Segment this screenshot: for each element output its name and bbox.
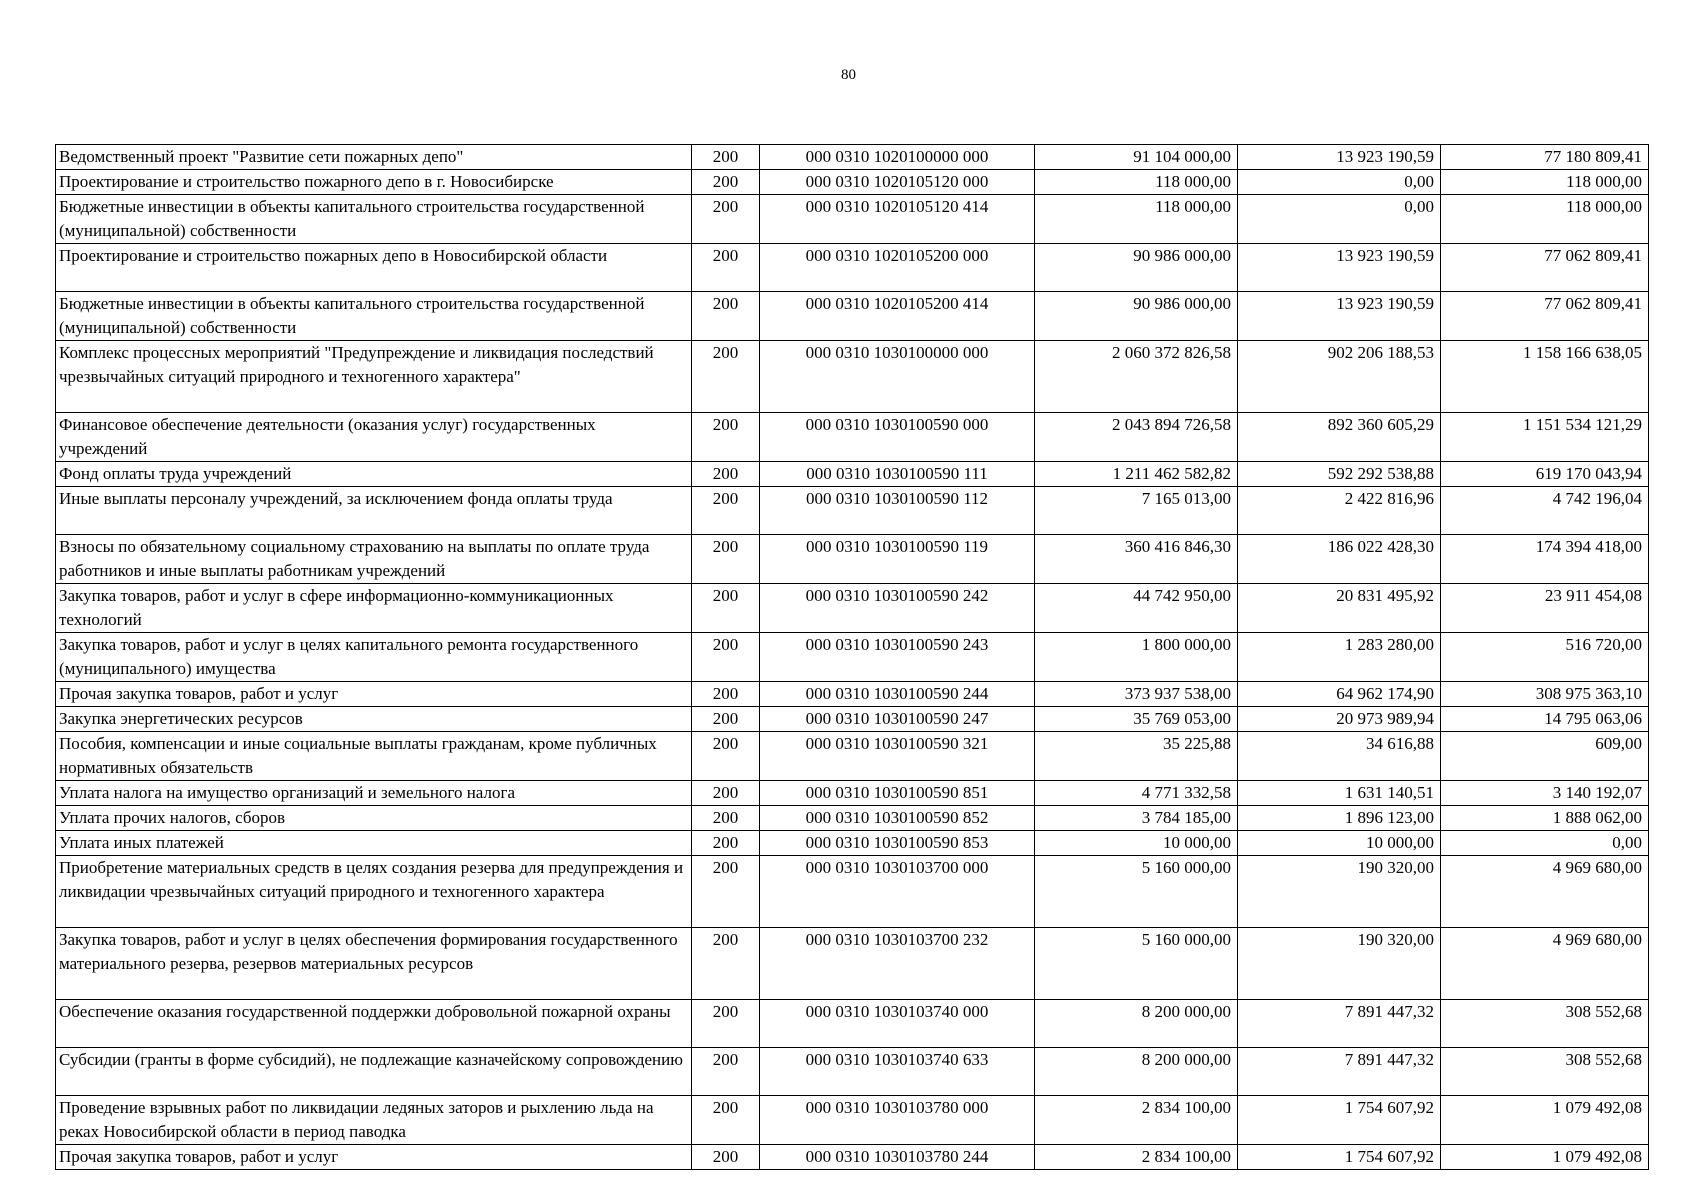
unexecuted-amount-cell: 118 000,00: [1441, 170, 1649, 195]
approved-amount-cell: 360 416 846,30: [1035, 535, 1238, 584]
expense-name-cell: Ведомственный проект "Развитие сети пожарных депо": [56, 145, 692, 170]
executed-amount-cell: 13 923 190,59: [1238, 244, 1441, 292]
table-row: [56, 195, 1649, 244]
unexecuted-amount-cell: 77 062 809,41: [1441, 244, 1649, 292]
expense-name-cell: Закупка энергетических ресурсов: [56, 707, 692, 732]
approved-amount-cell: 118 000,00: [1035, 170, 1238, 195]
table-row: [56, 781, 1649, 806]
classification-code-cell: 000 0310 1030100590 853: [760, 831, 1035, 856]
classification-code-cell: 000 0310 1030103780 244: [760, 1145, 1035, 1170]
approved-amount-cell: 2 834 100,00: [1035, 1096, 1238, 1145]
table-body: [56, 145, 1649, 1170]
executed-amount-cell: 1 754 607,92: [1238, 1145, 1441, 1170]
table-row: [56, 462, 1649, 487]
line-code-cell: 200: [692, 1145, 760, 1170]
executed-amount-cell: 592 292 538,88: [1238, 462, 1441, 487]
approved-amount-cell: 118 000,00: [1035, 195, 1238, 244]
table-row: [56, 928, 1649, 1000]
unexecuted-amount-cell: 1 888 062,00: [1441, 806, 1649, 831]
executed-amount-cell: 13 923 190,59: [1238, 145, 1441, 170]
expense-name-cell: Фонд оплаты труда учреждений: [56, 462, 692, 487]
approved-amount-cell: 5 160 000,00: [1035, 928, 1238, 1000]
unexecuted-amount-cell: 308 552,68: [1441, 1000, 1649, 1048]
executed-amount-cell: 0,00: [1238, 170, 1441, 195]
line-code-cell: 200: [692, 244, 760, 292]
approved-amount-cell: 91 104 000,00: [1035, 145, 1238, 170]
approved-amount-cell: 2 060 372 826,58: [1035, 341, 1238, 413]
executed-amount-cell: 10 000,00: [1238, 831, 1441, 856]
classification-code-cell: 000 0310 1020105120 000: [760, 170, 1035, 195]
table-row: [56, 831, 1649, 856]
executed-amount-cell: 190 320,00: [1238, 928, 1441, 1000]
approved-amount-cell: 35 769 053,00: [1035, 707, 1238, 732]
expense-name-cell: Комплекс процессных мероприятий "Предупреждение и ликвидация последствий чрезвычайных ситуаций природного и техногенного характера": [56, 341, 692, 413]
table-row: [56, 633, 1649, 682]
classification-code-cell: 000 0310 1020105120 414: [760, 195, 1035, 244]
executed-amount-cell: 186 022 428,30: [1238, 535, 1441, 584]
line-code-cell: 200: [692, 1096, 760, 1145]
classification-code-cell: 000 0310 1030100590 119: [760, 535, 1035, 584]
executed-amount-cell: 1 896 123,00: [1238, 806, 1441, 831]
expense-name-cell: Уплата налога на имущество организаций и земельного налога: [56, 781, 692, 806]
unexecuted-amount-cell: 4 742 196,04: [1441, 487, 1649, 535]
approved-amount-cell: 1 800 000,00: [1035, 633, 1238, 682]
unexecuted-amount-cell: 4 969 680,00: [1441, 856, 1649, 928]
line-code-cell: 200: [692, 170, 760, 195]
classification-code-cell: 000 0310 1020100000 000: [760, 145, 1035, 170]
unexecuted-amount-cell: 0,00: [1441, 831, 1649, 856]
table-row: [56, 145, 1649, 170]
approved-amount-cell: 8 200 000,00: [1035, 1000, 1238, 1048]
expense-name-cell: Субсидии (гранты в форме субсидий), не подлежащие казначейскому сопровождению: [56, 1048, 692, 1096]
unexecuted-amount-cell: 77 062 809,41: [1441, 292, 1649, 341]
unexecuted-amount-cell: 1 079 492,08: [1441, 1145, 1649, 1170]
table-row: [56, 806, 1649, 831]
line-code-cell: 200: [692, 781, 760, 806]
approved-amount-cell: 4 771 332,58: [1035, 781, 1238, 806]
expense-name-cell: Пособия, компенсации и иные социальные выплаты гражданам, кроме публичных нормативных обязательств: [56, 732, 692, 781]
line-code-cell: 200: [692, 831, 760, 856]
line-code-cell: 200: [692, 806, 760, 831]
expense-name-cell: Проведение взрывных работ по ликвидации ледяных заторов и рыхлению льда на реках Новосибирской области в период паводка: [56, 1096, 692, 1145]
expense-name-cell: Иные выплаты персоналу учреждений, за исключением фонда оплаты труда: [56, 487, 692, 535]
approved-amount-cell: 8 200 000,00: [1035, 1048, 1238, 1096]
line-code-cell: 200: [692, 707, 760, 732]
unexecuted-amount-cell: 1 151 534 121,29: [1441, 413, 1649, 462]
expense-name-cell: Прочая закупка товаров, работ и услуг: [56, 682, 692, 707]
expense-name-cell: Проектирование и строительство пожарных депо в Новосибирской области: [56, 244, 692, 292]
approved-amount-cell: 2 834 100,00: [1035, 1145, 1238, 1170]
unexecuted-amount-cell: 23 911 454,08: [1441, 584, 1649, 633]
expense-name-cell: Закупка товаров, работ и услуг в целях обеспечения формирования государственного материального резерва, резервов материальных ресурсов: [56, 928, 692, 1000]
classification-code-cell: 000 0310 1030103740 000: [760, 1000, 1035, 1048]
table-row: [56, 1048, 1649, 1096]
classification-code-cell: 000 0310 1030100590 242: [760, 584, 1035, 633]
approved-amount-cell: 5 160 000,00: [1035, 856, 1238, 928]
unexecuted-amount-cell: 174 394 418,00: [1441, 535, 1649, 584]
line-code-cell: 200: [692, 535, 760, 584]
line-code-cell: 200: [692, 341, 760, 413]
executed-amount-cell: 20 973 989,94: [1238, 707, 1441, 732]
line-code-cell: 200: [692, 145, 760, 170]
approved-amount-cell: 7 165 013,00: [1035, 487, 1238, 535]
unexecuted-amount-cell: 308 552,68: [1441, 1048, 1649, 1096]
table-row: [56, 292, 1649, 341]
line-code-cell: 200: [692, 462, 760, 487]
table-row: [56, 1145, 1649, 1170]
unexecuted-amount-cell: 516 720,00: [1441, 633, 1649, 682]
classification-code-cell: 000 0310 1020105200 000: [760, 244, 1035, 292]
expense-name-cell: Прочая закупка товаров, работ и услуг: [56, 1145, 692, 1170]
approved-amount-cell: 90 986 000,00: [1035, 292, 1238, 341]
line-code-cell: 200: [692, 633, 760, 682]
executed-amount-cell: 7 891 447,32: [1238, 1000, 1441, 1048]
line-code-cell: 200: [692, 195, 760, 244]
table-row: [56, 1000, 1649, 1048]
executed-amount-cell: 34 616,88: [1238, 732, 1441, 781]
approved-amount-cell: 373 937 538,00: [1035, 682, 1238, 707]
line-code-cell: 200: [692, 487, 760, 535]
approved-amount-cell: 3 784 185,00: [1035, 806, 1238, 831]
executed-amount-cell: 1 631 140,51: [1238, 781, 1441, 806]
expense-name-cell: Финансовое обеспечение деятельности (оказания услуг) государственных учреждений: [56, 413, 692, 462]
unexecuted-amount-cell: 4 969 680,00: [1441, 928, 1649, 1000]
executed-amount-cell: 13 923 190,59: [1238, 292, 1441, 341]
unexecuted-amount-cell: 609,00: [1441, 732, 1649, 781]
approved-amount-cell: 90 986 000,00: [1035, 244, 1238, 292]
line-code-cell: 200: [692, 1048, 760, 1096]
classification-code-cell: 000 0310 1030103780 000: [760, 1096, 1035, 1145]
table-row: [56, 341, 1649, 413]
unexecuted-amount-cell: 14 795 063,06: [1441, 707, 1649, 732]
classification-code-cell: 000 0310 1030100590 247: [760, 707, 1035, 732]
classification-code-cell: 000 0310 1030100590 112: [760, 487, 1035, 535]
executed-amount-cell: 902 206 188,53: [1238, 341, 1441, 413]
table-row: [56, 856, 1649, 928]
expense-name-cell: Закупка товаров, работ и услуг в сфере информационно-коммуникационных технологий: [56, 584, 692, 633]
classification-code-cell: 000 0310 1030100590 852: [760, 806, 1035, 831]
executed-amount-cell: 20 831 495,92: [1238, 584, 1441, 633]
unexecuted-amount-cell: 1 079 492,08: [1441, 1096, 1649, 1145]
classification-code-cell: 000 0310 1030103700 000: [760, 856, 1035, 928]
executed-amount-cell: 1 283 280,00: [1238, 633, 1441, 682]
line-code-cell: 200: [692, 292, 760, 341]
line-code-cell: 200: [692, 732, 760, 781]
executed-amount-cell: 64 962 174,90: [1238, 682, 1441, 707]
line-code-cell: 200: [692, 928, 760, 1000]
expense-name-cell: Уплата прочих налогов, сборов: [56, 806, 692, 831]
line-code-cell: 200: [692, 413, 760, 462]
executed-amount-cell: 190 320,00: [1238, 856, 1441, 928]
executed-amount-cell: 1 754 607,92: [1238, 1096, 1441, 1145]
expense-name-cell: Закупка товаров, работ и услуг в целях капитального ремонта государственного (муниципального) имущества: [56, 633, 692, 682]
unexecuted-amount-cell: 118 000,00: [1441, 195, 1649, 244]
expense-name-cell: Уплата иных платежей: [56, 831, 692, 856]
expense-name-cell: Приобретение материальных средств в целях создания резерва для предупреждения и ликвидации чрезвычайных ситуаций природного и техногенного характера: [56, 856, 692, 928]
table-row: [56, 707, 1649, 732]
unexecuted-amount-cell: 3 140 192,07: [1441, 781, 1649, 806]
unexecuted-amount-cell: 308 975 363,10: [1441, 682, 1649, 707]
classification-code-cell: 000 0310 1030100590 111: [760, 462, 1035, 487]
line-code-cell: 200: [692, 1000, 760, 1048]
unexecuted-amount-cell: 1 158 166 638,05: [1441, 341, 1649, 413]
table-row: [56, 584, 1649, 633]
page-number: 80: [841, 67, 856, 83]
expense-name-cell: Бюджетные инвестиции в объекты капитального строительства государственной (муниципальной) собственности: [56, 292, 692, 341]
line-code-cell: 200: [692, 856, 760, 928]
approved-amount-cell: 2 043 894 726,58: [1035, 413, 1238, 462]
classification-code-cell: 000 0310 1030100590 321: [760, 732, 1035, 781]
table-row: [56, 487, 1649, 535]
table-row: [56, 244, 1649, 292]
unexecuted-amount-cell: 619 170 043,94: [1441, 462, 1649, 487]
classification-code-cell: 000 0310 1030103700 232: [760, 928, 1035, 1000]
approved-amount-cell: 44 742 950,00: [1035, 584, 1238, 633]
classification-code-cell: 000 0310 1030100590 000: [760, 413, 1035, 462]
executed-amount-cell: 7 891 447,32: [1238, 1048, 1441, 1096]
table-row: [56, 1096, 1649, 1145]
expense-name-cell: Обеспечение оказания государственной поддержки добровольной пожарной охраны: [56, 1000, 692, 1048]
line-code-cell: 200: [692, 682, 760, 707]
table-row: [56, 732, 1649, 781]
expense-name-cell: Проектирование и строительство пожарного депо в г. Новосибирске: [56, 170, 692, 195]
approved-amount-cell: 1 211 462 582,82: [1035, 462, 1238, 487]
classification-code-cell: 000 0310 1020105200 414: [760, 292, 1035, 341]
classification-code-cell: 000 0310 1030103740 633: [760, 1048, 1035, 1096]
classification-code-cell: 000 0310 1030100590 244: [760, 682, 1035, 707]
budget-execution-table: [55, 144, 1649, 1170]
classification-code-cell: 000 0310 1030100000 000: [760, 341, 1035, 413]
executed-amount-cell: 892 360 605,29: [1238, 413, 1441, 462]
classification-code-cell: 000 0310 1030100590 243: [760, 633, 1035, 682]
table-row: [56, 682, 1649, 707]
expense-name-cell: Взносы по обязательному социальному страхованию на выплаты по оплате труда работников и иные выплаты работникам учреждений: [56, 535, 692, 584]
approved-amount-cell: 35 225,88: [1035, 732, 1238, 781]
approved-amount-cell: 10 000,00: [1035, 831, 1238, 856]
table-row: [56, 170, 1649, 195]
expense-name-cell: Бюджетные инвестиции в объекты капитального строительства государственной (муниципальной) собственности: [56, 195, 692, 244]
classification-code-cell: 000 0310 1030100590 851: [760, 781, 1035, 806]
line-code-cell: 200: [692, 584, 760, 633]
table-row: [56, 535, 1649, 584]
executed-amount-cell: 0,00: [1238, 195, 1441, 244]
table-row: [56, 413, 1649, 462]
unexecuted-amount-cell: 77 180 809,41: [1441, 145, 1649, 170]
executed-amount-cell: 2 422 816,96: [1238, 487, 1441, 535]
